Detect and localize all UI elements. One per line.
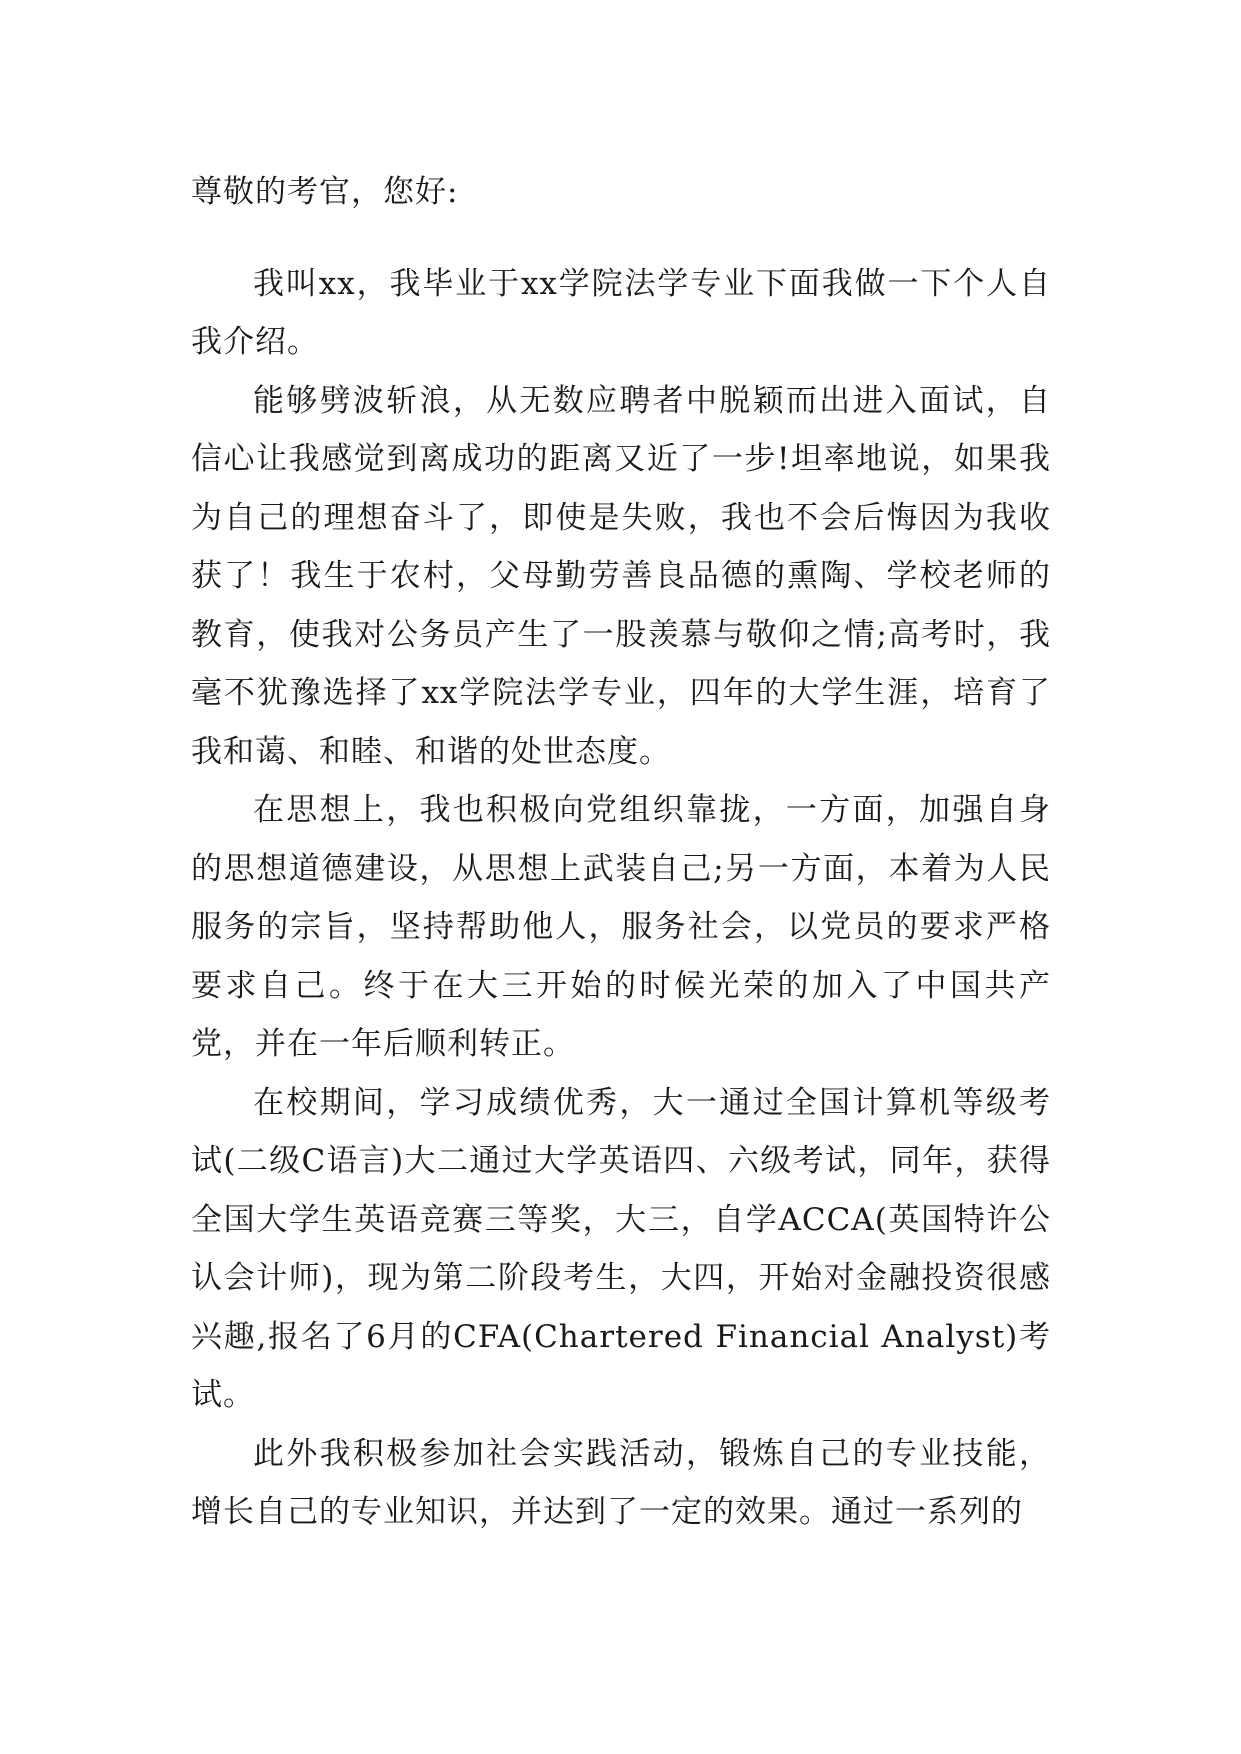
paragraph-intro: 我叫xx，我毕业于xx学院法学专业下面我做一下个人自我介绍。 <box>191 265 1051 360</box>
document-body <box>191 163 1051 1542</box>
paragraph-practice: 此外我积极参加社会实践活动，锻炼自己的专业技能，增长自己的专业知识，并达到了一定的效果。通过一系列的 <box>191 1435 1051 1530</box>
greeting-line: 尊敬的考官，您好: <box>191 174 459 210</box>
paragraph-background: 能够劈波斩浪，从无数应聘者中脱颖而出进入面试，自信心让我感觉到离成功的距离又近了一步!坦率地说，如果我为自己的理想奋斗了，即使是失败，我也不会后悔因为我收获了！我生于农村，父母勤劳善良品德的熏陶、学校老师的教育，使我对公务员产生了一股羡慕与敬仰之情;高考时，我毫不犹豫选择了xx学院法学专业，四年的大学生涯，培育了我和蔼、和睦、和谐的处世态度。 <box>191 382 1051 770</box>
paragraph-ideology: 在思想上，我也积极向党组织靠拢，一方面，加强自身的思想道德建设，从思想上武装自己;另一方面，本着为人民服务的宗旨，坚持帮助他人，服务社会，以党员的要求严格要求自己。终于在大三开始的时候光荣的加入了中国共产党，并在一年后顺利转正。 <box>191 792 1051 1062</box>
paragraph-academics: 在校期间，学习成绩优秀，大一通过全国计算机等级考试(二级C语言)大二通过大学英语四、六级考试，同年，获得全国大学生英语竞赛三等奖，大三，自学ACCA(英国特许公认会计师)，现为第二阶段考生，大四，开始对金融投资很感兴趣,报名了6月的CFA(Chartered Financial Analyst)考试。 <box>191 1084 1051 1413</box>
